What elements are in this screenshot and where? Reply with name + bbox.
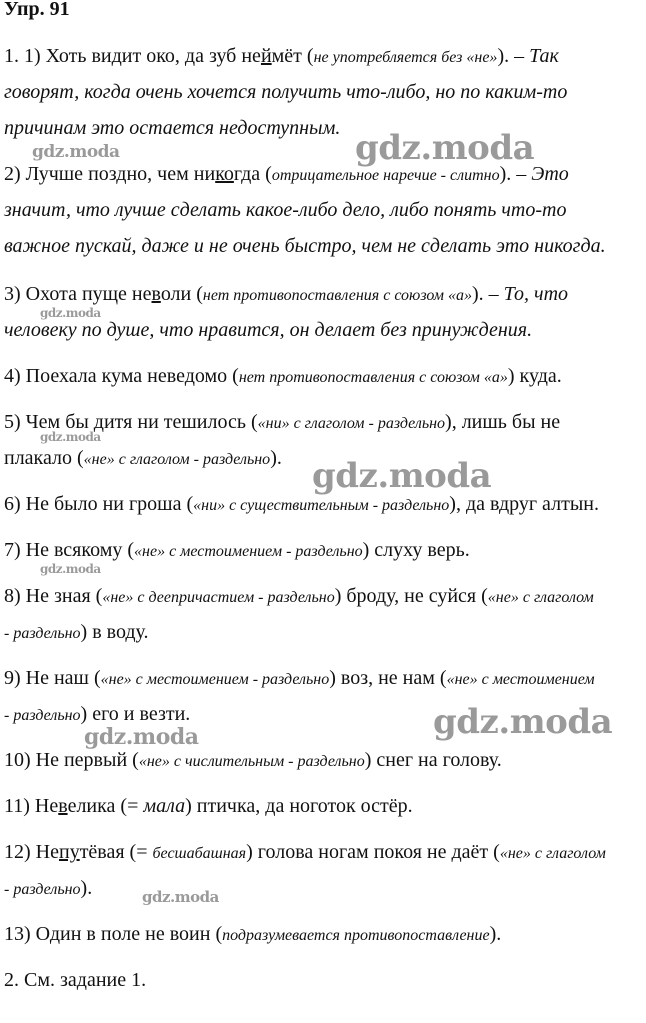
item-1-line-3: причинам это остается недоступным. bbox=[4, 117, 341, 139]
item-6-line-1: 6) Не было ни гроша («ни» с существительным - раздельно), да вдруг алтын. bbox=[4, 493, 599, 515]
item-9-line-2: - раздельно) его и везти. bbox=[4, 703, 191, 725]
item-11-line-1: 11) Невелика (= мала) птичка, да ноготок остёр. bbox=[4, 795, 413, 817]
item-5-line-2: плакало («не» с глаголом - раздельно). bbox=[4, 447, 282, 469]
item-1-line-2: говорят, когда очень хочется получить что-либо, но по каким-то bbox=[4, 81, 568, 103]
item-10-line-1: 10) Не первый («не» с числительным - раздельно) снег на голову. bbox=[4, 749, 502, 771]
item-1-line-1: 1. 1) Хоть видит око, да зуб неймёт (не употребляется без «не»). – Так bbox=[4, 45, 559, 67]
watermark: gdz.moda bbox=[312, 456, 492, 496]
item-7-line-1: 7) Не всякому («не» с местоимением - раздельно) слуху верь. bbox=[4, 539, 470, 561]
item-12-line-1: 12) Непутёвая (= бесшабашная) голова ногам покоя не даёт («не» с глаголом bbox=[4, 841, 606, 863]
item-8-line-2: - раздельно) в воду. bbox=[4, 621, 149, 643]
item-13-line-1: 13) Один в поле не воин (подразумевается противопоставление). bbox=[4, 923, 502, 945]
item-2-line-2: значит, что лучше сделать какое-либо дело, либо понять что-то bbox=[4, 199, 567, 221]
watermark: gdz.moda bbox=[32, 142, 120, 162]
item-12-line-2: - раздельно). bbox=[4, 877, 93, 899]
item-2-line-3: важное пускай, даже и не очень быстро, чем не сделать это никогда. bbox=[4, 235, 606, 257]
watermark: gdz.moda bbox=[142, 888, 219, 906]
watermark: gdz.moda bbox=[433, 702, 613, 742]
item-2-line-1: 2) Лучше поздно, чем никогда (отрицательное наречие - слитно). – Это bbox=[4, 163, 569, 185]
task-2-line: 2. См. задание 1. bbox=[4, 969, 147, 991]
watermark: gdz.moda bbox=[40, 430, 101, 444]
item-3-line-1: 3) Охота пуще неволи (нет противопоставления с союзом «а»). – То, что bbox=[4, 283, 569, 305]
item-5-line-1: 5) Чем бы дитя ни тешилось («ни» с глаголом - раздельно), лишь бы не bbox=[4, 411, 561, 433]
watermark: gdz.moda bbox=[40, 306, 101, 320]
item-3-line-2: человеку по душе, что нравится, он делает без принуждения. bbox=[4, 319, 533, 341]
item-4-line-1: 4) Поехала кума неведомо (нет противопоставления с союзом «а») куда. bbox=[4, 365, 562, 387]
watermark: gdz.moda bbox=[40, 562, 101, 576]
watermark: gdz.moda bbox=[84, 724, 199, 750]
watermark: gdz.moda bbox=[355, 128, 535, 168]
item-8-line-1: 8) Не зная («не» с деепричастием - раздельно) броду, не суйся («не» с глаголом bbox=[4, 585, 594, 607]
item-9-line-1: 9) Не наш («не» с местоимением - раздельно) воз, не нам («не» с местоимением bbox=[4, 667, 595, 689]
exercise-title: Упр. 91 bbox=[4, 0, 70, 20]
